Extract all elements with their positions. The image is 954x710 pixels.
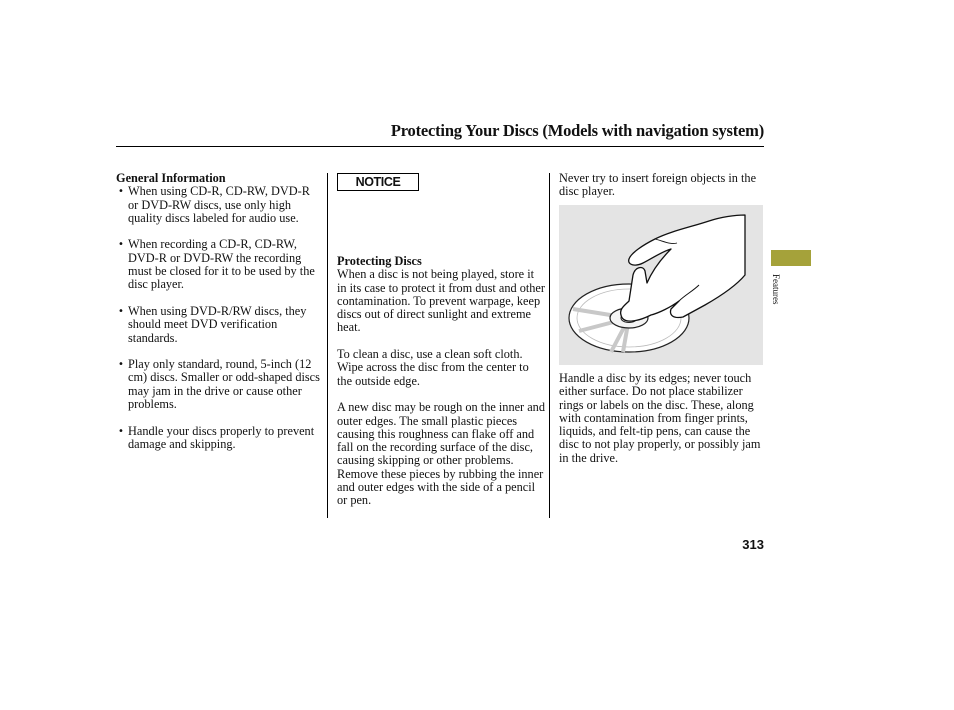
column-divider <box>549 173 550 518</box>
column-protecting-discs <box>337 172 546 521</box>
general-information-heading: General Information <box>116 171 226 185</box>
hand-holding-disc-icon <box>559 205 763 365</box>
column-divider <box>327 173 328 518</box>
paragraph: Never try to insert foreign objects in the disc player. <box>559 171 757 199</box>
column-general-information <box>116 172 321 465</box>
paragraph: A new disc may be rough on the inner and outer edges. The small plastic pieces causing this roughness can flake off and fall on the recording surface of the disc, causing skipping or other problems. Remove these pieces by rubbing the inner and outer edges with the side of a pencil or pen. <box>337 400 545 508</box>
handling-paragraph <box>559 372 764 478</box>
general-information-list <box>116 185 321 451</box>
protecting-discs-heading: Protecting Discs <box>337 254 422 268</box>
list-item: • When using CD-R, CD-RW, DVD-R or DVD-RW discs, use only high quality discs labeled for audio use. <box>116 185 321 225</box>
paragraph: When a disc is not being played, store it in its case to protect it from dust and other contamination. To prevent warpage, keep discs out of direct sunlight and extreme heat. <box>337 267 545 335</box>
paragraph: To clean a disc, use a clean soft cloth. Wipe across the disc from the center to the outside edge. <box>337 347 529 388</box>
section-label: Features <box>771 274 781 305</box>
list-item: • Handle your discs properly to prevent damage and skipping. <box>116 425 321 452</box>
notice-badge: NOTICE <box>337 173 419 191</box>
list-item: • When using DVD-R/RW discs, they should meet DVD verification standards. <box>116 305 321 345</box>
list-item: • Play only standard, round, 5-inch (12 cm) discs. Smaller or odd-shaped discs may jam in the drive or cause other problems. <box>116 358 321 411</box>
notice-spacer <box>337 191 546 255</box>
title-rule <box>116 146 764 147</box>
list-item: • When recording a CD-R, CD-RW, DVD-R or DVD-RW the recording must be closed for it to be used by the disc player. <box>116 238 321 291</box>
section-tab <box>771 250 811 266</box>
page-title: Protecting Your Discs (Models with navigation system) <box>390 121 764 140</box>
paragraph: Handle a disc by its edges; never touch either surface. Do not place stabilizer rings or labels on the disc. These, along with contamination from finger prints, liquids, and felt-tip pens, can cause the disc to not play properly, or possibly jam in the drive. <box>559 371 761 465</box>
page-number: 313 <box>742 537 764 552</box>
disc-handling-illustration <box>559 205 763 365</box>
